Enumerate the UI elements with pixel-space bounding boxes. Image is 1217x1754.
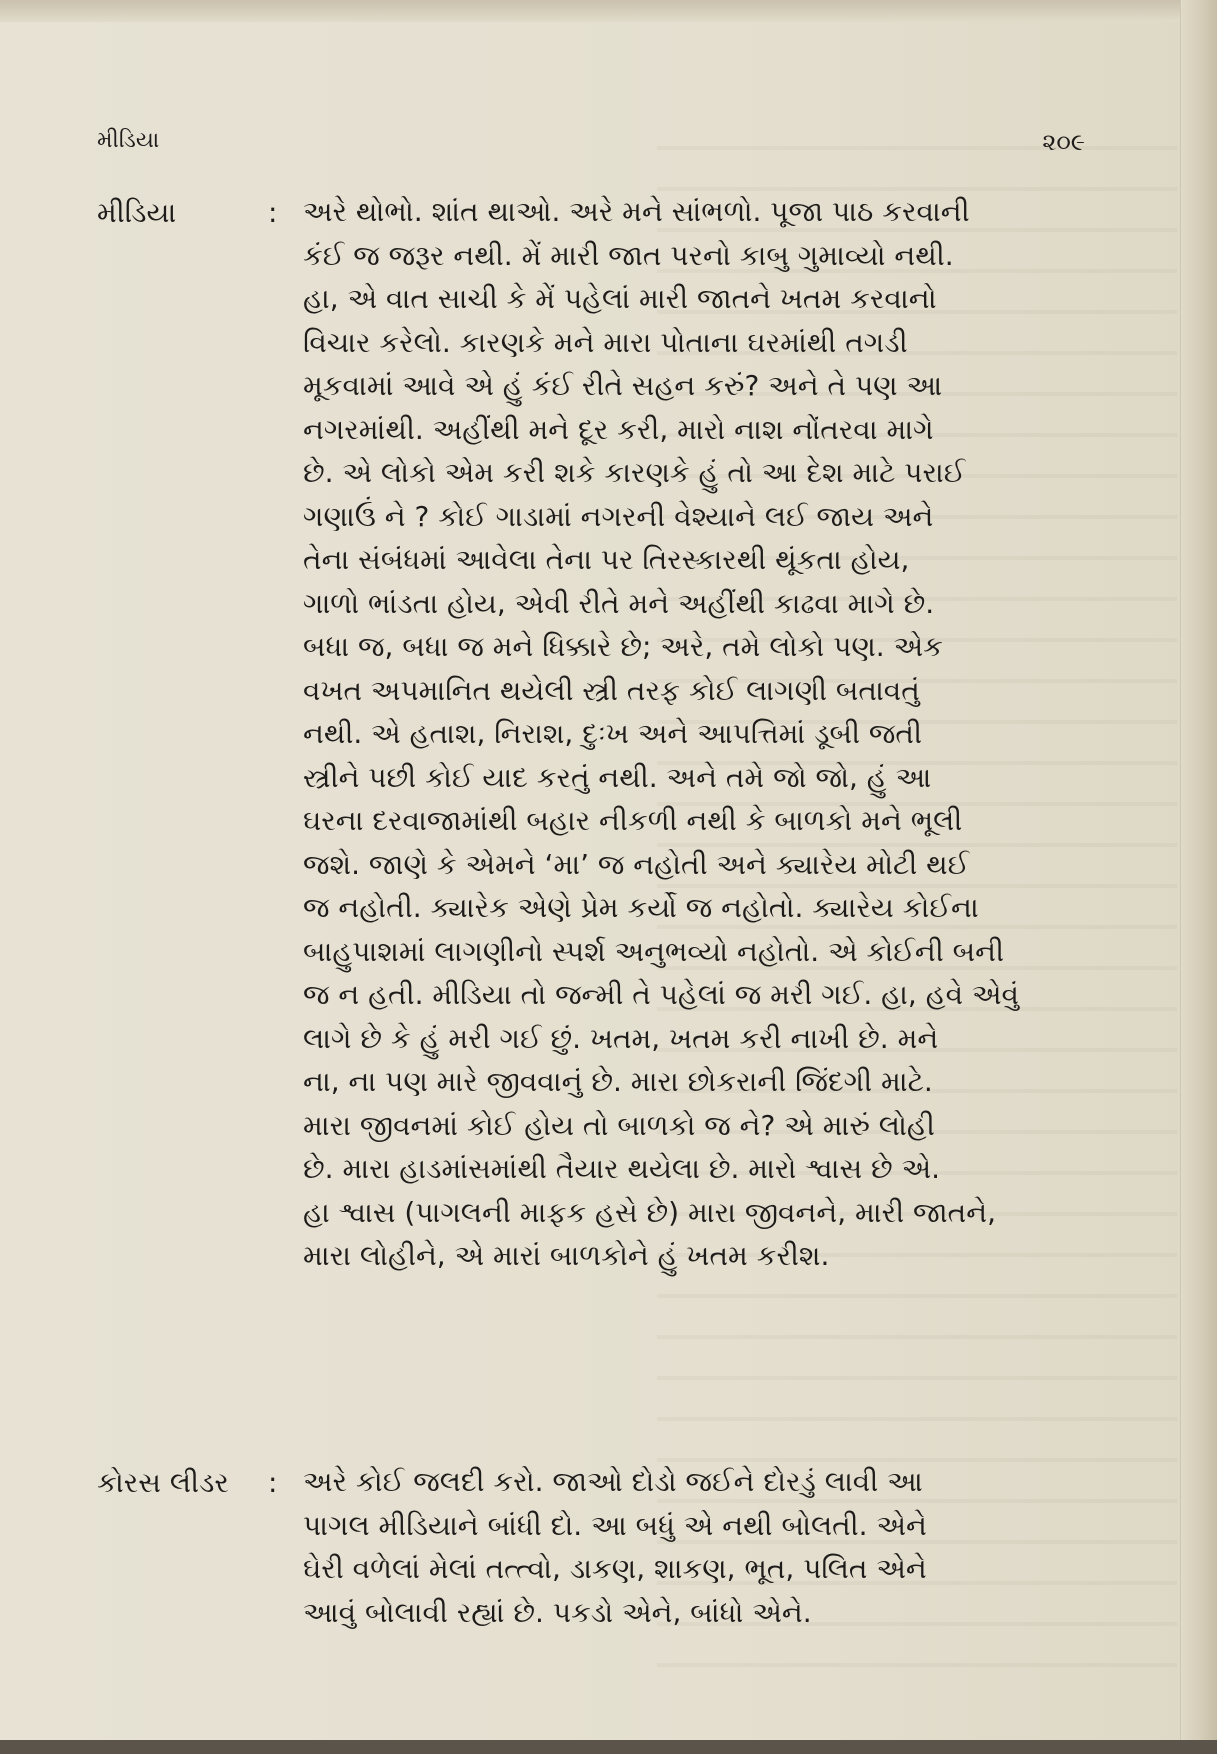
speech-line: હા શ્વાસ (પાગલની માફક હસે છે) મારા જીવનને, મારી જાતને, — [303, 1195, 996, 1229]
speech-line: જ નહોતી. ક્યારેક એણે પ્રેમ કર્યો જ નહોતો. ક્યારેય કોઈના — [303, 891, 979, 924]
speech-block — [303, 190, 1083, 1278]
speech-line: છે. એ લોકો એમ કરી શકે કારણકે હું તો આ દેશ માટે પરાઈ — [303, 456, 966, 489]
page-top-edge — [0, 0, 1217, 22]
speech-line: મારા જીવનમાં કોઈ હોય તો બાળકો જ ને? એ મારું લોહી — [303, 1108, 935, 1142]
speech-line: છે. મારા હાડમાંસમાંથી તૈયાર થયેલા છે. મારો શ્વાસ છે એ. — [303, 1152, 941, 1185]
speaker-name: મીડિયા — [97, 196, 177, 229]
speech-line: જ ન હતી. મીડિયા તો જન્મી તે પહેલાં જ મરી ગઈ. હા, હવે એવું — [303, 978, 1019, 1011]
speech-line: હા, એ વાત સાચી કે મેં પહેલાં મારી જાતને ખતમ કરવાનો — [303, 282, 937, 315]
speaker-name: કોરસ લીડર — [97, 1466, 229, 1499]
page-right-edge — [1180, 0, 1217, 1754]
speech-line: જશે. જાણે કે એમને ‘મા’ જ નહોતી અને ક્યારેય મોટી થઈ — [303, 847, 970, 881]
speech-line: મારા લોહીને, એ મારાં બાળકોને હું ખતમ કરીશ. — [303, 1239, 830, 1272]
speech-line: ના, ના પણ મારે જીવવાનું છે. મારા છોકરાની જિંદગી માટે. — [303, 1065, 933, 1098]
speech-line: આવું બોલાવી રહ્યાં છે. પકડો એને, બાંધો એને. — [303, 1595, 812, 1629]
running-title: મીડિયા — [97, 128, 160, 153]
page-bottom-edge — [0, 1740, 1217, 1754]
speech-line: નગરમાંથી. અહીંથી મને દૂર કરી, મારો નાશ નોંતરવા માગે — [303, 412, 934, 446]
speaker-colon: : — [268, 1466, 278, 1499]
speech-line: લાગે છે કે હું મરી ગઈ છું. ખતમ, ખતમ કરી નાખી છે. મને — [303, 1021, 939, 1055]
speech-line: પાગલ મીડિયાને બાંધી દો. આ બધું એ નથી બોલતી. એને — [303, 1508, 927, 1542]
speech-line: તેના સંબંધમાં આવેલા તેના પર તિરસ્કારથી થૂંકતા હોય, — [303, 543, 910, 576]
speaker-colon: : — [268, 196, 278, 229]
speech-line: બાહુપાશમાં લાગણીનો સ્પર્શ અનુભવ્યો નહોતો. એ કોઈની બની — [303, 934, 1005, 968]
speech-line: ઘેરી વળેલાં મેલાં તત્ત્વો, ડાકણ, શાકણ, ભૂત, પલિત એને — [303, 1552, 927, 1585]
speech-line: સ્ત્રીને પછી કોઈ યાદ કરતું નથી. અને તમે જો જો, હું આ — [303, 760, 932, 794]
speech-line: કંઈ જ જરૂર નથી. મેં મારી જાત પરનો કાબુ ગુમાવ્યો નથી. — [303, 238, 954, 272]
speech-line: ગાળો ભાંડતા હોય, એવી રીતે મને અહીંથી કાઢવા માગે છે. — [303, 586, 935, 620]
speech-line: ગણાઉં ને ? કોઈ ગાડામાં નગરની વેશ્યાને લઈ જાય અને — [303, 499, 934, 533]
speech-line: વિચાર કરેલો. કારણકે મને મારા પોતાના ઘરમાંથી તગડી — [303, 325, 908, 359]
speech-line: નથી. એ હતાશ, નિરાશ, દુઃખ અને આપત્તિમાં ડૂબી જતી — [303, 717, 922, 750]
speech-line: મૂકવામાં આવે એ હું કંઈ રીતે સહન કરું? અને તે પણ આ — [303, 369, 943, 402]
page-number: ૨૦૯ — [1042, 128, 1085, 156]
speech-line: ઘરના દરવાજામાંથી બહાર નીકળી નથી કે બાળકો મને ભૂલી — [303, 804, 963, 837]
speech-line: વખત અપમાનિત થયેલી સ્ત્રી તરફ કોઈ લાગણી બતાવતું — [303, 673, 920, 707]
speech-block — [303, 1460, 1083, 1634]
speech-line: અરે કોઈ જલદી કરો. જાઓ દોડો જઈને દોરડું લાવી આ — [303, 1465, 923, 1498]
speech-line: બધા જ, બધા જ મને ધિક્કારે છે; અરે, તમે લોકો પણ. એક — [303, 630, 943, 663]
speech-line: અરે થોભો. શાંત થાઓ. અરે મને સાંભળો. પૂજા પાઠ કરવાની — [303, 195, 970, 228]
